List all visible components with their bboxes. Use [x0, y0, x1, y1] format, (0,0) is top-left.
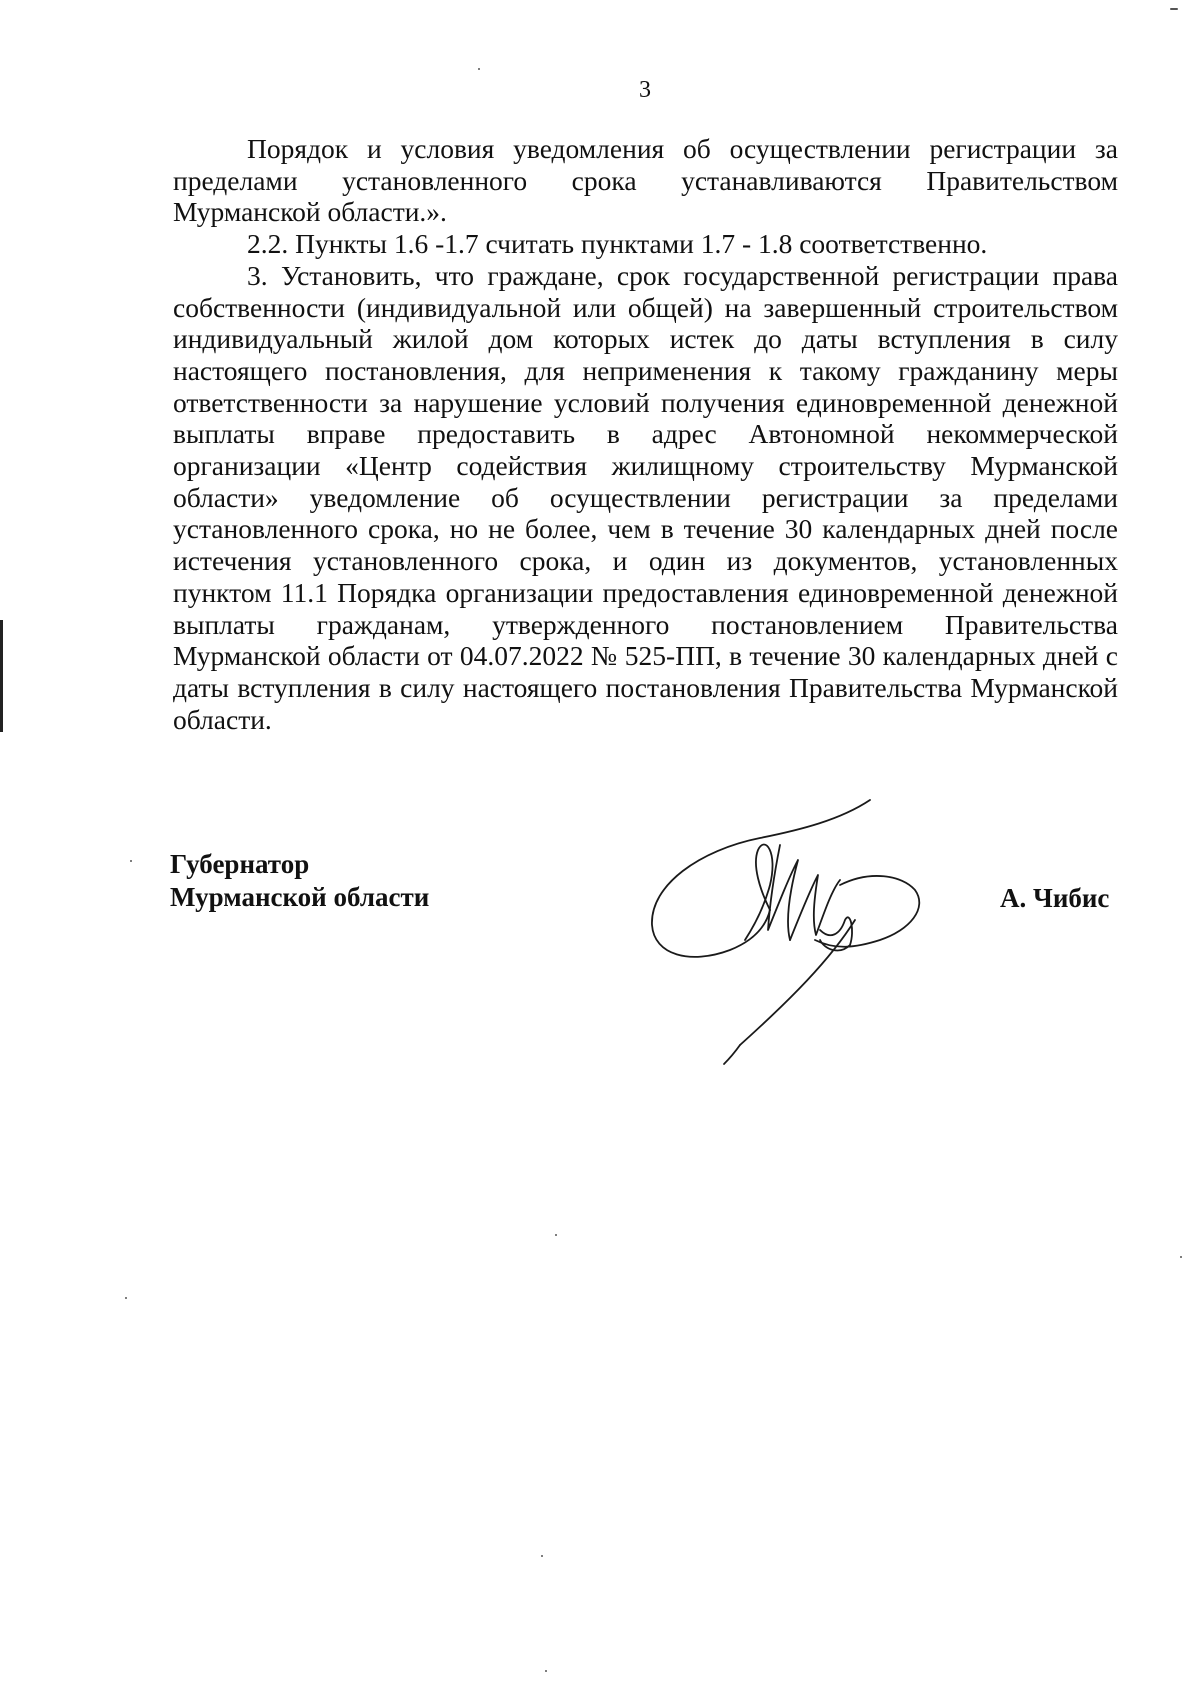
signatory-position — [170, 848, 429, 914]
scan-speck — [1180, 1256, 1182, 1258]
paragraph-item-2-2: 2.2. Пункты 1.6 -1.7 считать пунктами 1.7 - 1.8 соответственно. — [247, 228, 988, 260]
scan-speck — [541, 1555, 543, 1557]
scan-speck — [555, 1234, 557, 1236]
page-number: 3 — [639, 77, 651, 103]
scan-speck — [478, 68, 480, 70]
scan-speck — [130, 860, 132, 862]
paragraph-item-3: 3. Установить, что граждане, срок государственной регистрации права собственности (индивидуальной или общей) на завершенный строительством индивидуальный жилой дом которых истек до даты вступления в силу настоящего постановления, для неприменения к такому гражданину меры ответственности за нарушение условий получения единовременной денежной выплаты вправе предоставить в адрес Автономной некоммерческой организации «Центр содействия жилищному строительству Мурманской области» уведомление об осуществлении регистрации за пределами установленного срока, но не более, чем в течение 30 календарных дней после истечения установленного срока, и один из документов, установленных пунктом 11.1 Порядка организации предоставления единовременной денежной выплаты гражданам, утвержденного постановлением Правительства Мурманской области от 04.07.2022 № 525-ПП, в течение 30 календарных дней с даты вступления в силу настоящего постановления Правительства Мурманской области. — [173, 259, 1118, 735]
signatory-title: Губернатор — [170, 849, 310, 879]
scan-speck — [1170, 8, 1178, 10]
scan-speck — [545, 1670, 547, 1672]
document-body — [173, 133, 1118, 735]
scan-margin-mark — [0, 620, 3, 732]
signatory-region: Мурманской области — [170, 882, 430, 912]
handwritten-signature — [640, 790, 940, 1080]
signatory-name: А. Чибис — [1000, 883, 1110, 913]
scan-speck — [125, 1297, 127, 1299]
paragraph-notification-order: Порядок и условия уведомления об осуществлении регистрации за пределами установленного срока устанавливаются Правительством Мурманской области.». — [173, 133, 1118, 228]
